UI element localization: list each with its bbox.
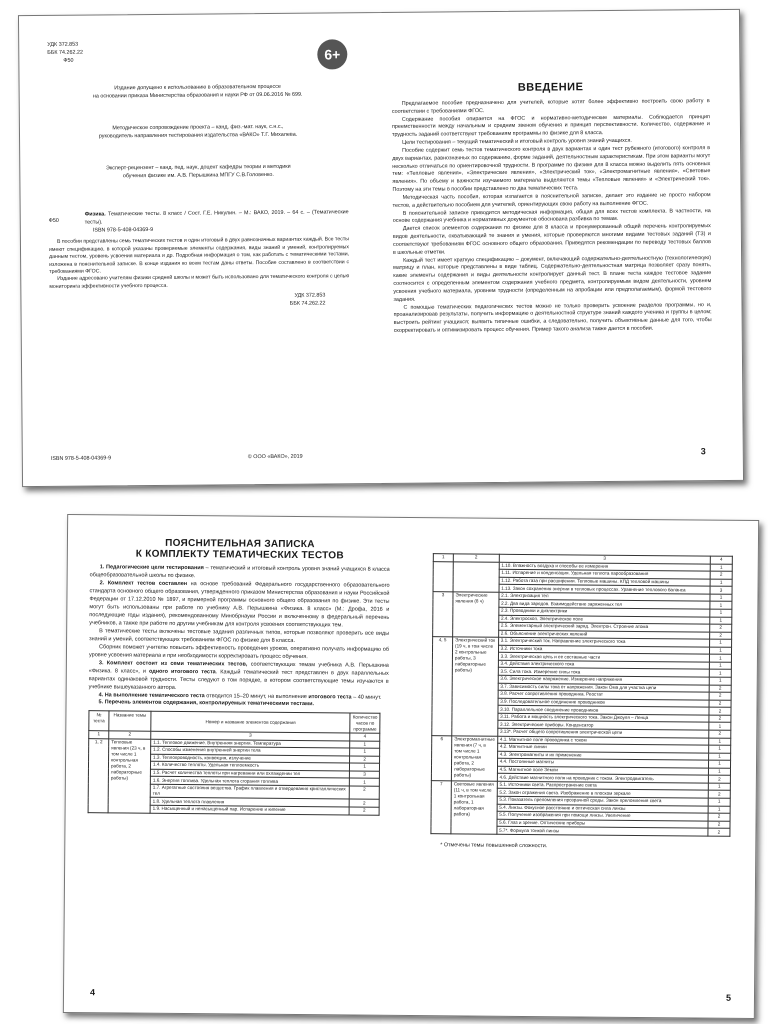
section-3-text: соответствующих темам учебника А.В. Перышкина «Физика. 8 класс», и [88, 661, 389, 675]
hours-cell: 2 [350, 786, 380, 800]
udk-code: УДК 372.853 [47, 41, 79, 48]
element-cell: 3.1. Электрический ток. Направление электрического тока [498, 637, 709, 646]
approval-line: на основании приказа Министерства образования и науки РФ от 09.06.2016 № 699. [92, 91, 303, 100]
element-cell: 3.4. Действия электрического тока [498, 660, 709, 669]
section-3 [89, 660, 389, 694]
hours-cell: 1 [710, 609, 732, 617]
element-cell: 2.5. Элементарный электрический заряд. Электрон. Строение атома [498, 622, 709, 631]
col-index: 1 [433, 554, 453, 562]
element-cell: 4.5. Магнитное поле Земли [497, 766, 708, 775]
udk-footer [49, 292, 349, 310]
test-number-cell: 7 [431, 781, 451, 834]
col-index: 4 [350, 733, 380, 741]
element-cell: 3.8. Расчет сопротивления проводника. Реостат [498, 690, 709, 699]
section-2-text: на основе требований Федерального государственного образовательного стандарта основного общего образования, утвержденного приказом Министерства образования и науки Российской Федерации от 17.12.2010 № 1897, и примерной программы основного общего образования по физике. Эти тесты могут быть использованы при работе по учебнику А.В. Перышкина «Физика. 8 класс» (М.: Дрофа, 2016 и последующие годы издания), рекомендованному Минобрнауки России и включенному в федеральный перечень учебников, а также при работе по другим учебникам для контроля усвоения соответствующих тем. [89, 580, 390, 629]
content-table-left [88, 711, 381, 816]
hours-cell: 2 [708, 828, 730, 836]
element-cell: 4.4. Постоянные магниты [497, 758, 708, 767]
topic-cell [453, 561, 499, 592]
hours-cell: 2 [708, 791, 730, 799]
element-cell: 1.4. Количество теплоты. Удельная теплоемкость [150, 761, 349, 770]
hours-cell: 2 [709, 730, 731, 738]
element-cell: 3.3. Электрическая цепь и ее составные части [498, 653, 709, 662]
element-cell: 5.5. Получение изображения при помощи линзы. Увеличение [497, 811, 708, 820]
note-title-line-2: К КОМПЛЕКТУ ТЕМАТИЧЕСКИХ ТЕСТОВ [135, 548, 344, 562]
annotation-2: Издание адресовано учителям физики средней школы и может быть использовано для тематического контроля с целью мониторинга эффективности учебного процесса. [49, 273, 350, 290]
page-number-5: 5 [725, 992, 732, 1003]
bbk-code-2: ББК 74.262.22 [289, 300, 326, 307]
hours-cell: 1 [350, 748, 380, 756]
hours-cell: 2 [710, 632, 732, 640]
hours-cell: 1 [708, 783, 730, 791]
hours-cell: 2 [349, 799, 379, 807]
hours-cell: 1 [708, 798, 730, 806]
hours-cell: 1 [708, 760, 730, 768]
element-cell: 1.12. Работа газа при расширении. Тепловые машины. КПД тепловой машины [499, 577, 710, 586]
udk-block [47, 40, 247, 65]
content-table-right [430, 553, 732, 836]
hours-cell: 3 [710, 586, 732, 594]
section-2 [89, 580, 389, 630]
section-3-heading: 3. Комплект состоит из семи тематических тестов, [98, 659, 248, 668]
element-cell: 5.1. Источники света. Распространение света [497, 781, 708, 790]
biblio-title: Физика. [84, 211, 106, 218]
introduction [392, 80, 712, 336]
col-index: 2 [453, 554, 499, 562]
topic-cell: Световые явления (11 ч, в том числе 1 контрольная работа, 1 лабораторная работа) [451, 781, 497, 834]
element-cell: 5.7*. Формула тонкой линзы [497, 826, 708, 835]
hours-cell: 1 [709, 662, 731, 670]
element-cell: 1.10. Влажность воздуха и способы ее измерения [499, 562, 710, 571]
element-cell: 5.4. Линзы. Фокусное расстояние и оптическая сила линзы [497, 804, 708, 813]
section-2-heading: 2. Комплект тестов составлен [99, 580, 188, 587]
element-cell: 1.8. Удельная теплота плавления [150, 798, 349, 807]
page-number-3: 3 [700, 446, 706, 457]
element-cell: 1.11. Испарение и конденсация. Удельная теплота парообразования [499, 569, 710, 578]
test-number-cell: 6 [431, 735, 451, 781]
method-support [48, 123, 348, 141]
topic-cell: Электрический ток (19 ч, в том числе 2 контрольные работы, 3 лабораторные работы) [452, 637, 499, 736]
age-rating-badge: 6+ [317, 39, 347, 69]
intro-paragraph: Каждый тест имеет краткую спецификацию – документ, включающий содержательно-деятельностную (технологическую) матрицу и план, которые представлены в виде таблиц. Содержательно-деятельностная матрица позволяет сразу понять, какие элементы содержания и виды деятельности контролирует данный тест. В плане теста каждое тестовое задание соотносится с определенным элементом содержания учебного предмета, контролируемым видом деятельности, уровнем усвоения учебного материала, уровнем трудности (определенным на апробации или предполагаемым), формой тестового задания. [393, 254, 712, 303]
hours-cell: 1 [710, 639, 732, 647]
section-4-heading: 4. На выполнение тематического теста [98, 691, 205, 699]
hours-cell: 1 [709, 745, 731, 753]
hours-cell: 1 [350, 740, 380, 748]
hours-cell: 1 [709, 677, 731, 685]
element-cell: 3.5. Сила тока. Измерение силы тока [498, 668, 709, 677]
element-cell: 3.6. Электрическое напряжение. Измерение напряжения [498, 675, 709, 684]
element-cell: 1.6. Энергия топлива. Удельная теплота сгорания топлива [150, 777, 349, 786]
table-header-row [89, 711, 380, 733]
test-number-cell [433, 561, 453, 591]
intro-text [392, 98, 712, 336]
hours-cell: 2 [710, 624, 732, 632]
expert-reviewer [48, 163, 348, 181]
test-number-cell: 4, 5 [432, 637, 453, 735]
header-elements: Номер и название элементов содержания [151, 712, 350, 733]
hours-cell: 2 [708, 813, 730, 821]
explanatory-note [88, 537, 390, 815]
page-number-4: 4 [89, 987, 96, 998]
content-table-right-wrap [430, 553, 733, 852]
element-cell: 5.6. Глаз и зрение. Оптические приборы [497, 819, 708, 828]
hours-cell: 1 [710, 564, 732, 572]
element-cell: 2.4. Электроскоп. Электрическое поле [498, 615, 709, 624]
element-cell: 1.7. Агрегатные состояния вещества. График плавления и отвердевания кристаллических тел [150, 784, 349, 799]
intro-paragraph: Предлагаемое пособие предназначено для учителей, которые хотят более эффективно построить свою работу в соответствии с требованиями ФГОС. [391, 98, 710, 115]
expert-line: Эксперт-рецензент – канд. пед. наук, доцент кафедры теории и методики [105, 163, 291, 172]
section-4-text: отводится 15–20 минут, на выполнение [204, 692, 309, 700]
col-index: 2 [109, 731, 151, 739]
section-2-paragraph: Сборник поможет учителю повысить эффективность проведения уроков, оперативно получать информацию об уровне усвоения материала и при необходимости корректировать процесс обучения. [88, 643, 390, 660]
note-body [89, 564, 390, 710]
intro-paragraph: Цели тестирования – текущий тематический и итоговый контроль уровня знаний учащихся. [402, 137, 632, 146]
element-cell: 1.13. Закон сохранения энергии в тепловых процессах. Уравнение теплового баланса [499, 585, 710, 594]
hours-cell: 1 [708, 806, 730, 814]
intro-title: ВВЕДЕНИЕ [517, 81, 584, 94]
section-1-text: – тематический и итоговый контроль уровня знаний учащихся 8 класса общеобразовательной школы по физике. [89, 565, 390, 580]
hours-cell: 1 [710, 594, 732, 602]
element-cell: 4.3. Электромагниты и их применение [497, 751, 708, 760]
biblio-text: Тематические тесты. 8 класс / Сост. Г.Е. Никулин. – М.: ВАКО, 2019. – 64 с. – (Тематические тесты). [84, 209, 349, 226]
element-cell: 2.6. Объяснение электрических явлений [498, 630, 709, 639]
section-3-text-end: . Каждый тематический тест представлен в двух параллельных вариантах одинаковой трудности. Тесты следуют в том порядке, в котором соответствующие темы изучаются в учебнике вышеуказанного автора. [88, 668, 389, 691]
hours-cell: 1 [709, 722, 731, 730]
col-index: 4 [710, 556, 732, 564]
hours-cell: 1 [709, 647, 731, 655]
method-line: Методическое сопровождение проекта – канд. физ.-мат. наук, с.н.с., [112, 123, 284, 132]
bibliographic-record [49, 209, 350, 310]
hours-cell: 2 [708, 775, 730, 783]
element-cell: 1.2. Способы изменения внутренней энергии тела [151, 746, 350, 755]
author-sign-2: Ф50 [48, 217, 59, 224]
hours-cell: 1 [350, 778, 380, 786]
hours-cell: 2 [709, 685, 731, 693]
test-number-cell: 1, 2 [88, 738, 109, 812]
section-2-paragraph: В тематические тесты включены тестовые задания различных типов, которые позволяют проверить все виды знаний и умений, соответствующих требованиям ФГОС по физике для 8 класса. [89, 628, 390, 644]
hours-cell: 3 [350, 771, 380, 779]
header-hours: Количество часов по программе [350, 713, 380, 733]
hours-cell: 1 [710, 617, 732, 625]
hours-cell: 2 [708, 821, 730, 829]
element-cell: 1.3. Теплопроводность, конвекция, излучение [151, 754, 350, 763]
intro-paragraph: Пособие содержит семь тестов тематического контроля в двух вариантах и один тест рубежного (итогового) контроля в двух вариантах, равнозначных по содержанию, форме заданий, деятельностным характеристикам. При этом варианты могут несколько отличаться по ориентировочной трудности. В программе по физике для 8 класса можно выделить пять основных тем: «Тепловые явления», «Электрические явления», «Электрический ток», «Электромагнитные явления», «Световые явления». По объему и важности изучаемого материала выделяются темы «Тепловые явления» и «Электрический ток». Поэтому на эти темы в пособии представлено по два тематических теста. [392, 145, 711, 194]
annotation-1: В пособии представлены семь тематических тестов и один итоговый в двух равнозначных вариантах каждый. Все тесты имеют спецификацию, в которой указаны проверяемые элементы содержания, виды знаний и умений, контролируемых данным тестом, уровень усвоения материала и др. Подробная информация о том, как работать с тематическими тестами, изложена в пояснительной записке. В конце издания ко всем тестам даны ответы. Пособие составлено в соответствии с требованиями ФГОС. [48, 236, 350, 275]
hours-cell: 1 [350, 763, 380, 771]
hours-cell: 2 [709, 700, 731, 708]
hours-cell: 1 [710, 601, 732, 609]
element-cell: 1.9. Насыщенный и ненасыщенный пар. Испарение и кипение [150, 805, 349, 814]
hours-cell: 2 [349, 807, 379, 815]
element-cell: 4.6. Действие магнитного поля на проводник с током. Электродвигатель [497, 774, 708, 783]
element-cell: 2.2. Два вида зарядов. Взаимодействие заряженных тел [499, 600, 710, 609]
footnote: * Отмечены темы повышенной сложности. [440, 842, 548, 850]
topic-cell: Электрические явления (8 ч) [453, 592, 499, 638]
hours-cell: 1 [709, 654, 731, 662]
approval-line: Издание допущено к использованию в образовательном процессе [114, 83, 281, 92]
element-cell: 3.13*. Расчет общего сопротивления электрической цепи [497, 728, 708, 737]
hours-cell: 2 [710, 571, 732, 579]
element-cell: 4.2. Магнитные линии [497, 743, 708, 752]
note-title-line-1: ПОЯСНИТЕЛЬНАЯ ЗАПИСКА [165, 537, 315, 551]
hours-cell: 1 [710, 579, 732, 587]
hours-cell: 2 [709, 715, 731, 723]
element-cell: 3.2. Источники тока [498, 645, 709, 654]
intro-paragraph: Содержание пособия опирается на ФГОС и нормативно-методические материалы. Соблюдается принцип преемственности между начальным и средним звеном обучения и принцип перспективности. Количество, содержание и трудность заданий соответствуют требованиям программы по физике для 8 класса. [391, 113, 710, 139]
col-index: 3 [151, 731, 350, 740]
isbn-line: ISBN 978-5-408-04369-9 [92, 226, 154, 234]
section-4-bold: итогового теста [308, 693, 352, 700]
element-cell: 5.3. Показатель преломления прозрачной среды. Закон преломления света [497, 796, 708, 805]
element-cell: 3.7. Зависимость силы тока от напряжения. Закон Ома для участка цепи [498, 683, 709, 692]
header-topic: Название темы [109, 711, 151, 731]
bottom-spread [63, 514, 759, 1019]
hours-cell: 1 [709, 738, 731, 746]
element-cell: 3.11. Работа и мощность электрического тока. Закон Джоуля – Ленца [498, 713, 709, 722]
element-cell: 3.12. Электрические приборы. Конденсатор [497, 721, 708, 730]
intro-paragraph: Дается список элементов содержания по физике для 8 класса и пронумерованный общий перечень контролируемых видов деятельности, охватывающий те знания и умения, которые проверяются многими видами тестовых заданий (ТЗ) и соответствуют требованиям ФГОС основного общего образования. Приведятся рекомендации по переводу тестовых баллов в школьные отметки. [392, 223, 711, 256]
top-spread [18, 9, 744, 487]
topic-cell: Электромагнитные явления (7 ч, в том числе 1 контрольная работа, 2 лабораторные работы) [451, 735, 497, 781]
footer-isbn: ISBN 978-5-408-04369-9 [50, 455, 112, 462]
section-1-heading: 1. Педагогические цели тестирования [99, 564, 204, 572]
element-cell: 3.10. Параллельное соединение проводников [498, 706, 709, 715]
topic-cell: Тепловые явления (23 ч, в том числе 1 контрольная работа, 2 лабораторные работы) [108, 738, 151, 812]
hours-cell: 1 [709, 670, 731, 678]
intro-paragraph: В пояснительной записке приводится методическая информация, общая для всех тестов комплекта. В частности, на основе содержания учебника и нормативных документов обоснована разбивка по темам. [392, 207, 711, 225]
method-line: руководитель направления тестирования издательства «ВАКО» Т.Г. Михалева. [98, 131, 298, 140]
element-cell: 3.9. Последовательное соединение проводников [498, 698, 709, 707]
element-cell: 4.1. Магнитное поле проводника с током [497, 736, 708, 745]
element-cell: 2.1. Электризация тел [499, 592, 710, 601]
hours-cell: 2 [709, 707, 731, 715]
header-test-no: № теста [89, 711, 109, 731]
element-cell: 2.3. Проводники и диэлектрики [498, 607, 709, 616]
section-5-heading: 5. Перечень элементов содержания, контролируемых тематическими тестами. [98, 699, 315, 708]
expert-line: обучения физике им. А.В. Перышкина МПГУ С.В.Головенко. [122, 171, 274, 180]
bbk-code: ББК 74.262.22 [47, 49, 84, 56]
element-cell: 1.1. Тепловое движение. Внутренняя энергия. Температура [151, 739, 350, 748]
intro-paragraph: С помощью тематических педагогических тестов можно не только проверить усвоение разделов программы, но и, проанализировав результаты, получить информацию о деятельностной структуре знаний каждого ученика и группы в целом; выстроить рейтинг учащихся; выявить типичные ошибки, а следовательно, получить объективные данные для того, чтобы скорректировать и оптимизировать процесс обучения. Пример такого анализа также дается в пособии. [393, 301, 712, 334]
element-cell: 1.5. Расчет количества теплоты при нагревании или охлаждении тел [150, 769, 349, 778]
hours-cell: 1 [709, 753, 731, 761]
hours-cell: 1 [708, 768, 730, 776]
hours-cell: 2 [709, 692, 731, 700]
col-index: 1 [89, 731, 109, 739]
udk-code-2: УДК 372.853 [294, 292, 326, 299]
test-number-cell: 3 [433, 591, 453, 637]
footer-copyright: © ООО «ВАКО», 2019 [247, 453, 303, 461]
col-index: 3 [499, 554, 710, 563]
approval-note [48, 83, 348, 101]
intro-paragraph: Методическая часть пособия, которая излагается в пояснительной записке, делает это издание не просто набором тестов, а действительно пособием для учителей, ориентирующих свою работу на выполнение ФГОС. [392, 192, 711, 209]
section-4-text-end: – 40 минут. [351, 693, 382, 701]
author-sign: Ф50 [63, 57, 74, 64]
section-3-bold: одного итогового теста [148, 668, 216, 675]
hours-cell: 2 [350, 756, 380, 764]
element-cell: 5.2. Закон отражения света. Изображение в плоском зеркале [497, 789, 708, 798]
